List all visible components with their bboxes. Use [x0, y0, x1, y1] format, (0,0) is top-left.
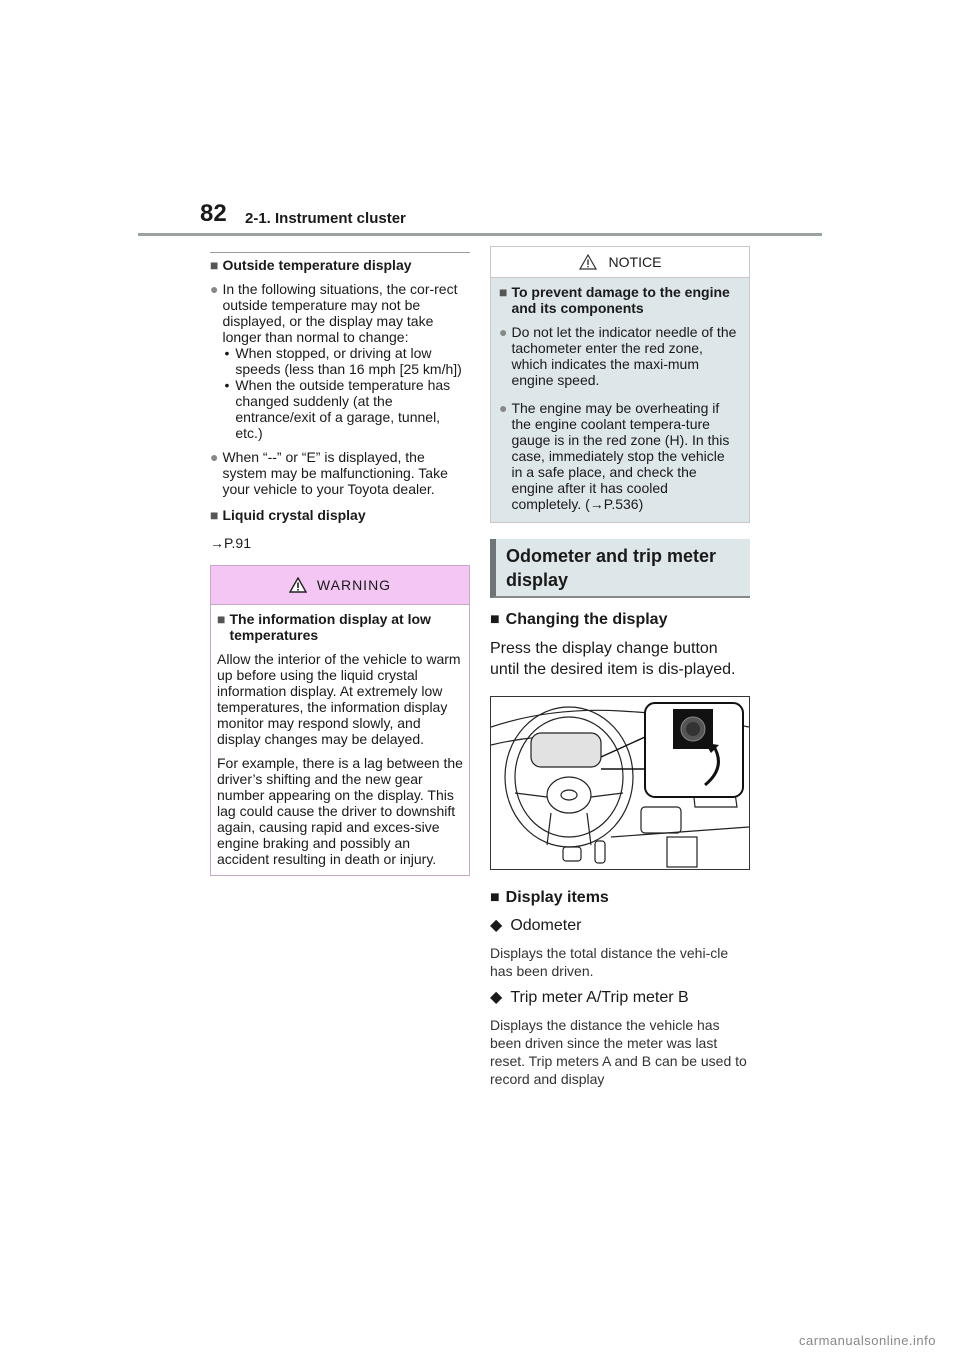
- notice-heading: [499, 284, 739, 316]
- lcd-heading: [210, 507, 470, 523]
- odometer-label: Odometer: [510, 917, 582, 934]
- dash-text: When the outside temperature has changed suddenly (at the entrance/exit of a garage, tunnel, etc.): [235, 377, 451, 441]
- round-bullet-icon: ●: [210, 281, 219, 297]
- square-bullet-icon: ■: [490, 889, 500, 906]
- dashboard-drawing: [491, 697, 749, 869]
- lcd-page-ref[interactable]: →P.91: [210, 535, 251, 551]
- bullet-text: The engine may be overheating if the engine coolant tempera-ture gauge is in the red zone (H). In this case, immediately stop the vehicle in a safe place, and check the engine after it has cooled completely. (→P.536): [511, 400, 730, 512]
- section-title: 2-1. Instrument cluster: [245, 210, 406, 227]
- list-item: [499, 324, 739, 388]
- square-bullet-icon: ■: [499, 284, 508, 300]
- list-item: [210, 281, 470, 441]
- page-number: 82: [200, 200, 227, 227]
- bullet-text: Do not let the indicator needle of the tachometer enter the red zone, which indicates the maxi-mum engine speed.: [511, 324, 737, 388]
- subsection-rule: [210, 252, 470, 253]
- lcd-title: Liquid crystal display: [222, 507, 366, 523]
- notice-box: [490, 246, 750, 523]
- dash-item: • When the outside temperature has changed suddenly (at the entrance/exit of a garage, tunnel, etc.): [222, 377, 470, 441]
- display-items-heading: [490, 888, 750, 908]
- caution-triangle-icon: [579, 254, 597, 270]
- list-item: [210, 449, 470, 497]
- diamond-bullet-icon: ◆: [490, 917, 503, 934]
- odometer-section-title: Odometer and trip meter display: [506, 545, 717, 590]
- odometer-description: Displays the total distance the vehi-cle has been driven.: [490, 945, 729, 979]
- changing-display-title: Changing the display: [505, 611, 668, 628]
- square-bullet-icon: ■: [210, 507, 219, 523]
- notice-label: NOTICE: [608, 254, 662, 270]
- dash-text: When stopped, or driving at low speeds (less than 16 mph [25 km/h]): [235, 345, 462, 377]
- list-item: [499, 400, 739, 512]
- round-bullet-icon: ●: [210, 449, 219, 465]
- warning-title: The information display at low temperatures: [229, 611, 431, 643]
- warning-paragraph: For example, there is a lag between the driver’s shifting and the new gear number appearing on the display. This lag could cause the driver to downshift again, causing rapid and exces-sive engine braking and possibly an accident resulting in death or injury.: [217, 755, 463, 867]
- header-rule: [138, 233, 822, 236]
- round-bullet-icon: ●: [499, 324, 508, 340]
- square-bullet-icon: ■: [210, 257, 219, 273]
- dash-item: • When stopped, or driving at low speeds (less than 16 mph [25 km/h]): [222, 345, 470, 377]
- warning-heading: [217, 611, 463, 643]
- diamond-bullet-icon: ◆: [490, 989, 503, 1006]
- warning-body: [211, 605, 469, 875]
- watermark: carmanualsonline.info: [799, 1333, 936, 1348]
- right-column: [490, 246, 750, 1088]
- trip-meter-label: Trip meter A/Trip meter B: [510, 989, 689, 1006]
- bullet-text: When “--” or “E” is displayed, the system may be malfunctioning. Take your vehicle to your Toyota dealer.: [222, 449, 448, 497]
- warning-icon: [289, 577, 307, 593]
- notice-header: [491, 247, 749, 278]
- bullet-text: In the following situations, the cor-rect outside temperature may not be displayed, or the display may take longer than normal to change:: [222, 281, 458, 345]
- changing-display-text: Press the display change button until the desired item is dis-played.: [490, 640, 736, 678]
- list-item: [490, 916, 750, 936]
- warning-label: WARNING: [316, 577, 392, 593]
- round-bullet-icon: ●: [499, 400, 508, 416]
- square-bullet-icon: ■: [490, 611, 500, 628]
- notice-title: To prevent damage to the engine and its components: [511, 284, 730, 316]
- left-column: [210, 252, 470, 876]
- changing-display-heading: [490, 610, 750, 630]
- steering-wheel-illustration: [490, 696, 750, 870]
- trip-meter-description: Displays the distance the vehicle has been driven since the meter was last reset. Trip meters A and B can be used to record and display: [490, 1017, 747, 1087]
- outside-temp-title: Outside temperature display: [222, 257, 412, 273]
- outside-temp-heading: [210, 257, 470, 273]
- notice-body: [491, 278, 749, 522]
- square-bullet-icon: ■: [217, 611, 226, 627]
- warning-header: [211, 566, 469, 605]
- list-item: [490, 988, 750, 1008]
- odometer-section-band: [490, 539, 750, 598]
- warning-box: [210, 565, 470, 876]
- display-items-title: Display items: [505, 889, 609, 906]
- warning-paragraph: Allow the interior of the vehicle to warm up before using the liquid crystal information display. At extremely low temperatures, the information display monitor may respond slowly, and display changes may be delayed.: [217, 651, 461, 747]
